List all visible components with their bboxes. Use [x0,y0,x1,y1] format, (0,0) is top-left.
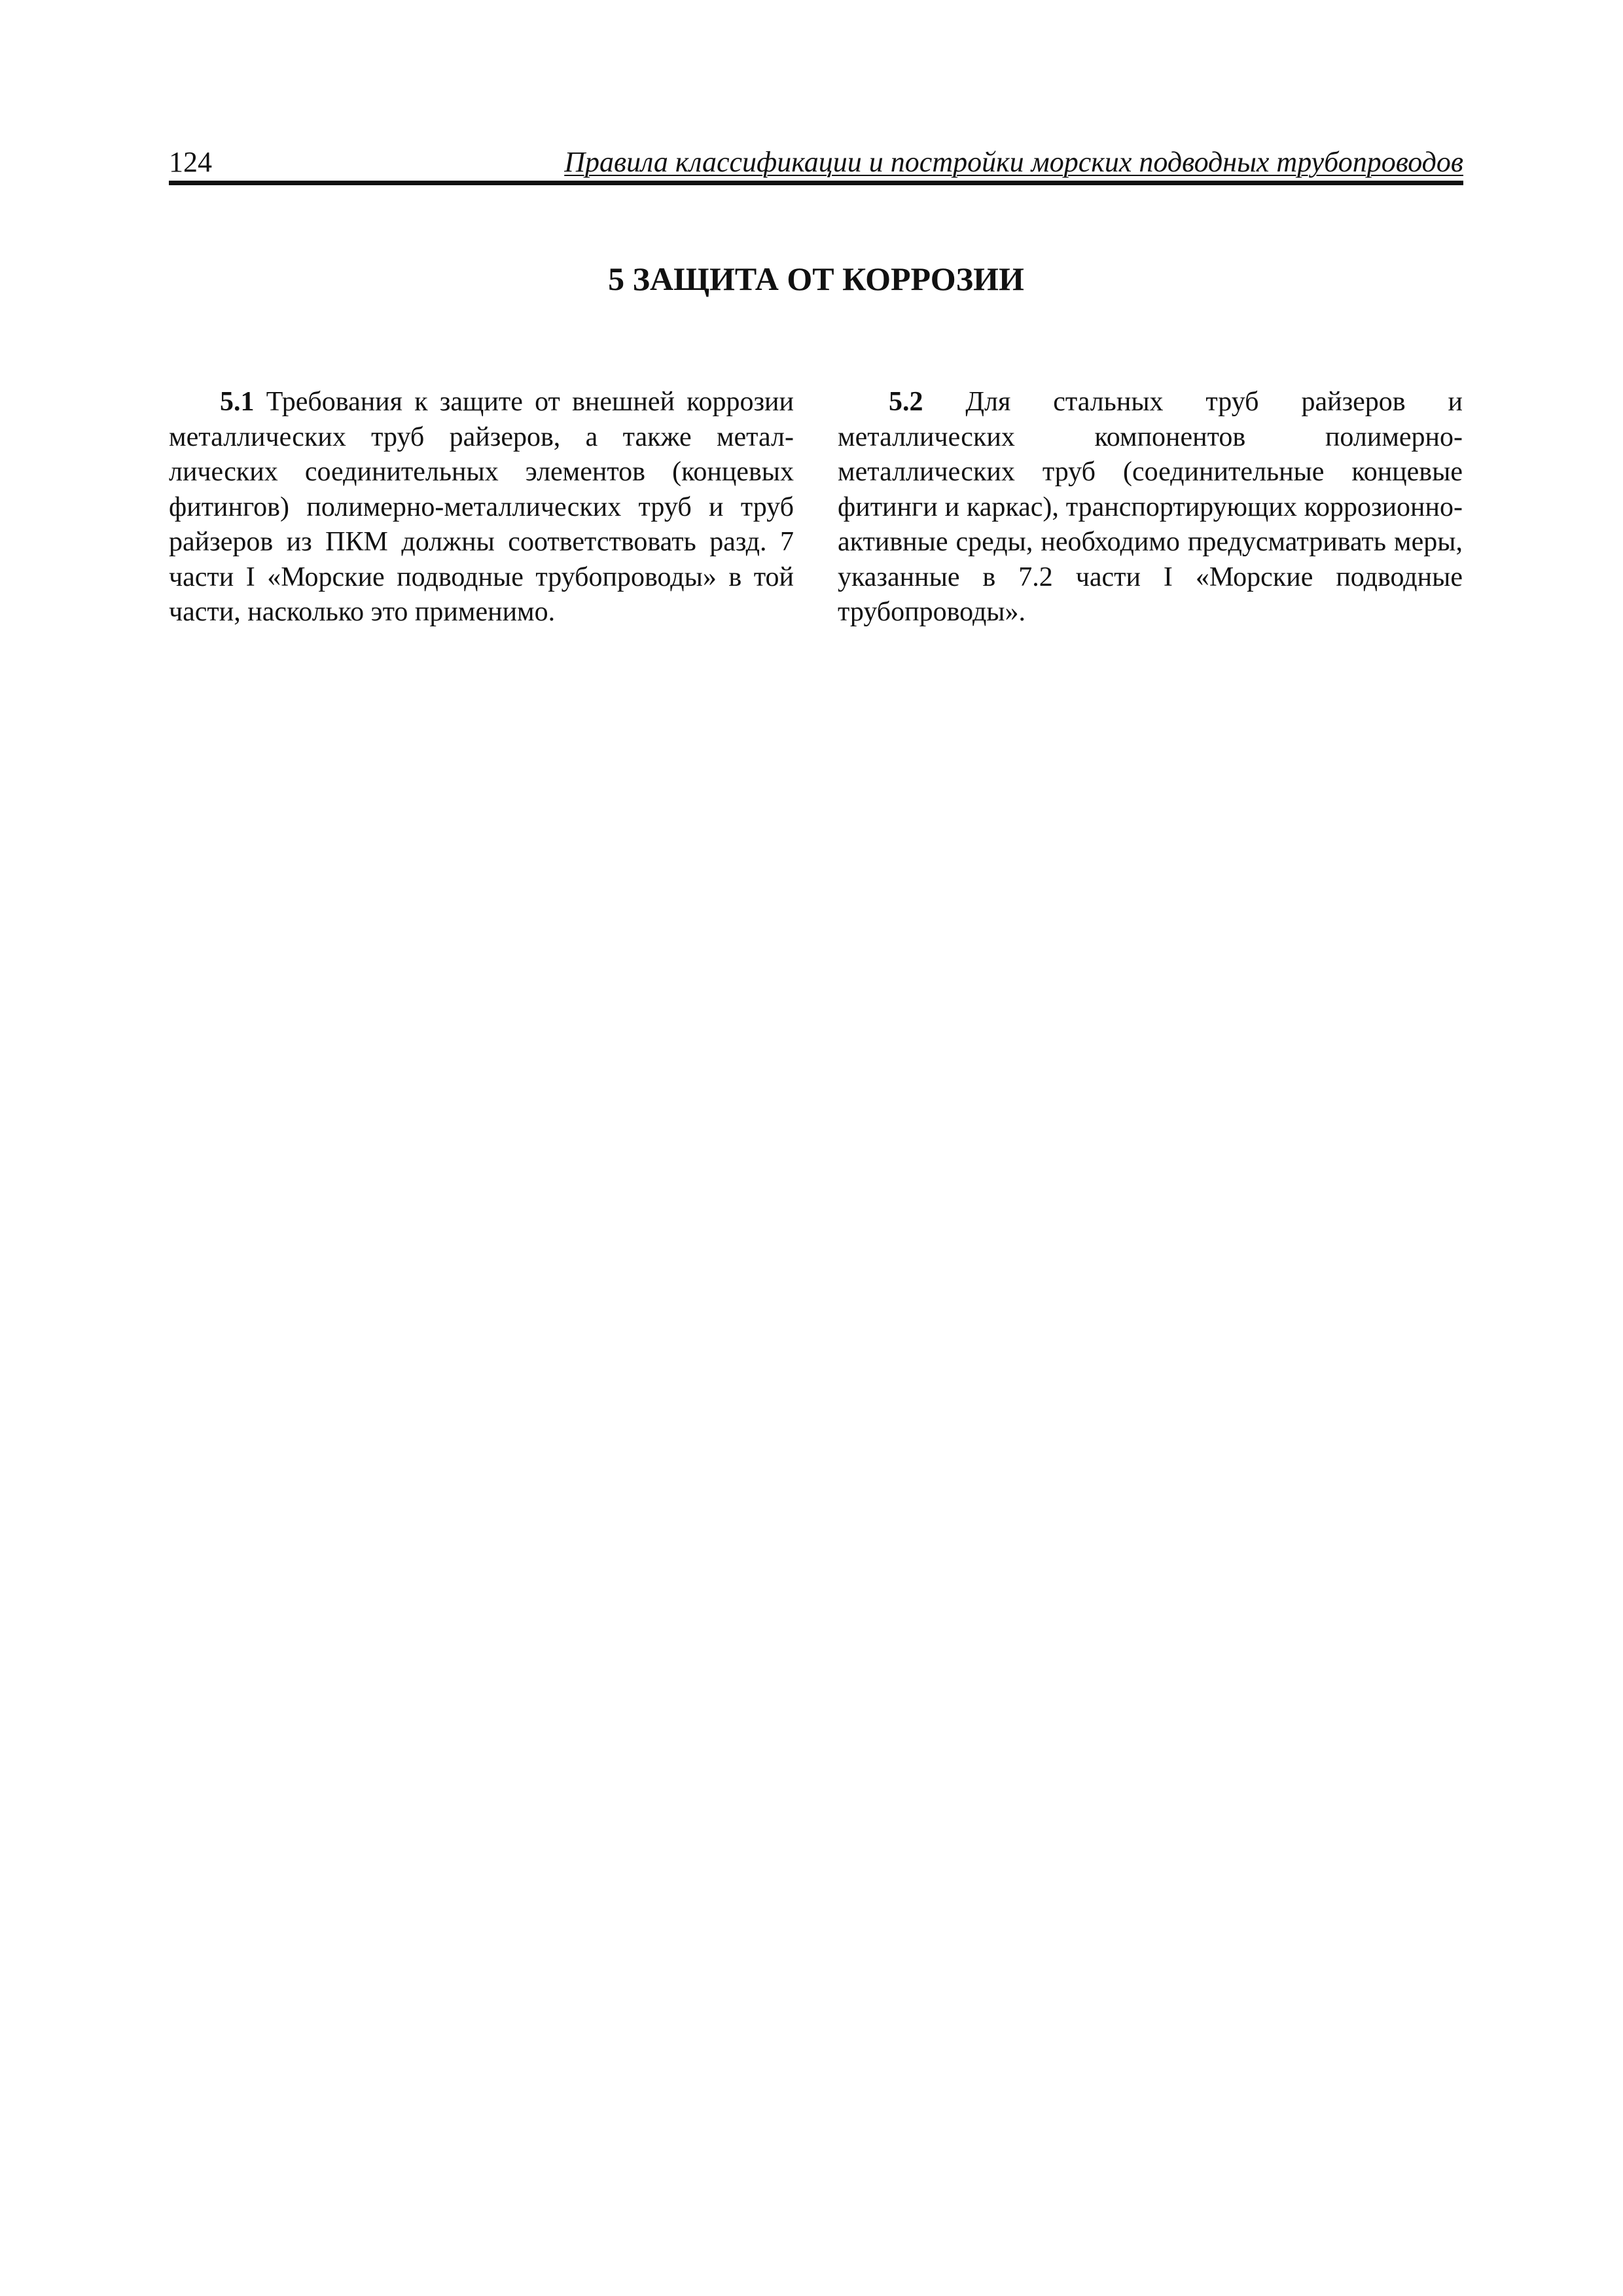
clause-5-1 [169,385,794,630]
running-title: Правила классификации и постройки морских подводных трубопроводов [564,146,1463,178]
clause-number: 5.2 [889,387,923,417]
page-number: 124 [169,146,212,178]
clause-text: Для стальных труб райзеров и металлических компонентов полимерно-металлических труб (соединительные концевые фитинги и каркас), транспортирующих коррозионно-активные среды, необходимо предусматривать меры, указанные в 7.2 части I «Морские подводные трубопроводы». [838,387,1463,627]
section-title: 5 ЗАЩИТА ОТ КОРРОЗИИ [608,260,1024,297]
clause-5-2 [838,385,1463,630]
page-header [169,139,1463,185]
clause-number: 5.1 [220,387,255,417]
clause-text: Требования к защите от внешней коррозии металлических труб райзеров, а также металлических соединительных элементов (концевых фитингов) полимерно-металлических труб и труб райзеров из ПКМ должны соответствовать разд. 7 части I «Морские подводные трубопроводы» в той части, насколько это применимо. [169,387,794,627]
